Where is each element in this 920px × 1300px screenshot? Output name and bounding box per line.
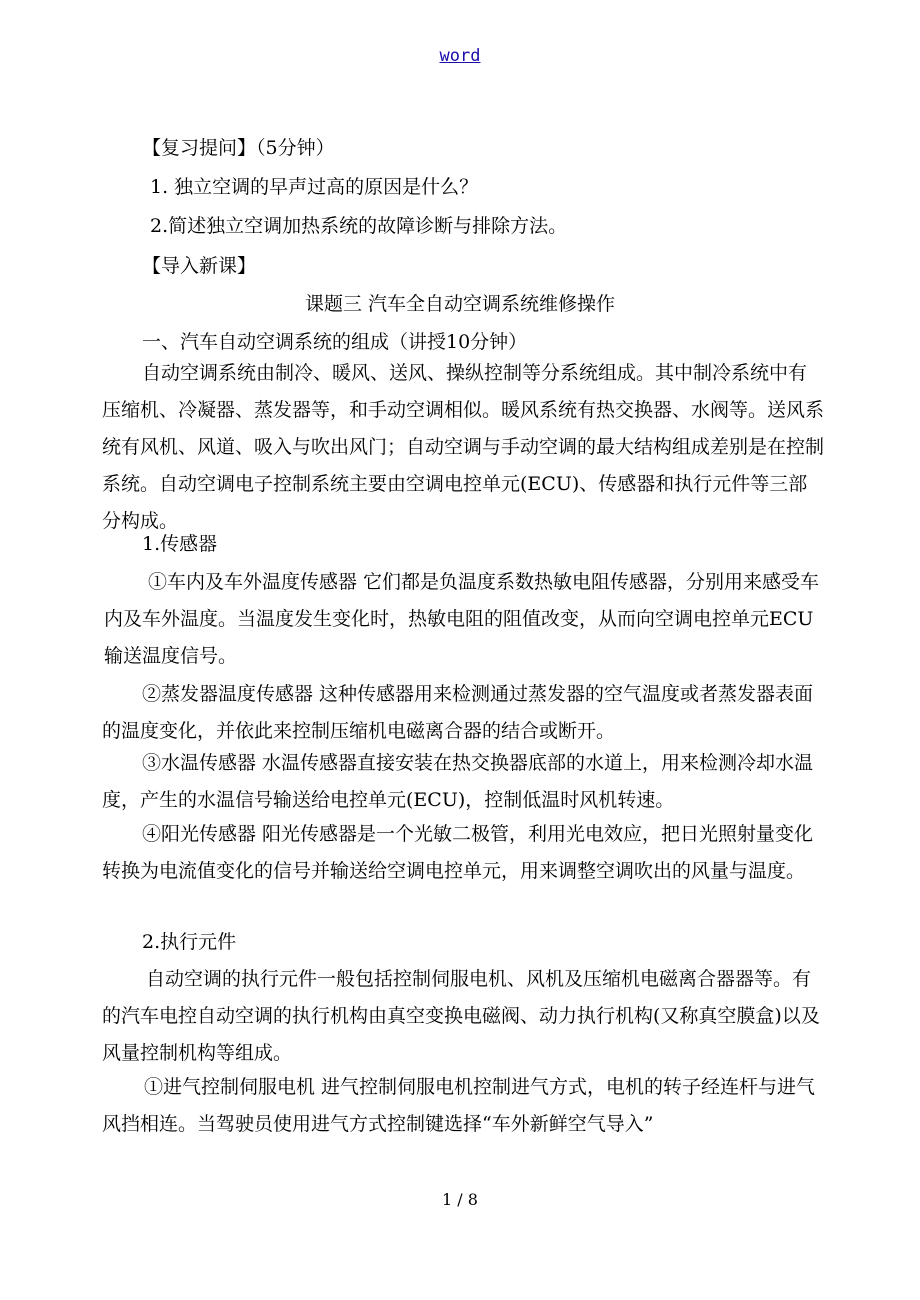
actuators-heading: 2.执行元件: [142, 931, 237, 953]
section1-heading: 一、汽车自动空调系统的组成（讲授10分钟）: [142, 331, 528, 353]
lesson-title: 课题三 汽车全自动空调系统维修操作: [304, 293, 616, 315]
sensor-item-3: ③水温传感器 水温传感器直接安装在热交换器底部的水道上，用来检测冷却水温度，产生的水温信号输送给电控单元(ECU)，控制低温时风机转速。: [102, 752, 814, 811]
page-header: [0, 46, 920, 66]
actuators-paragraph: 自动空调的执行元件一般包括控制伺服电机、风机及压缩机电磁离合器器等。有的汽车电控自动空调的执行机构由真空变换电磁阀、动力执行机构(又称真空膜盒)以及风量控制机构等组成。: [102, 968, 820, 1064]
review-question-2: 2.简述独立空调加热系统的故障诊断与排除方法。: [150, 215, 568, 237]
header-word-link[interactable]: word: [439, 46, 481, 66]
actuator-item-1: ①进气控制伺服电机 进气控制伺服电机控制进气方式，电机的转子经连杆与进气风挡相连。当驾驶员使用进气方式控制键选择“车外新鲜空气导入”: [102, 1076, 816, 1135]
sensor-item-1: ①车内及车外温度传感器 它们都是负温度系数热敏电阻传感器，分别用来感受车内及车外温度。当温度发生变化时，热敏电阻的阻值改变，从而向空调电控单元ECU输送温度信号。: [104, 571, 820, 667]
review-heading: 【复习提问】（5分钟）: [142, 137, 335, 159]
sensor-item-2: ②蒸发器温度传感器 这种传感器用来检测通过蒸发器的空气温度或者蒸发器表面的温度变化，并依此来控制压缩机电磁离合器的结合或断开。: [102, 683, 814, 742]
sensor-item-4: ④阳光传感器 阳光传感器是一个光敏二极管，利用光电效应，把日光照射量变化转换为电流值变化的信号并输送给空调电控单元，用来调整空调吹出的风量与温度。: [102, 823, 814, 882]
intro-heading: 【导入新课】: [142, 255, 257, 277]
sensors-heading: 1.传感器: [142, 533, 218, 555]
section1-paragraph: 自动空调系统由制冷、暖风、送风、操纵控制等分系统组成。其中制冷系统中有压缩机、冷凝器、蒸发器等，和手动空调相似。暖风系统有热交换器、水阀等。送风系统有风机、风道、吸入与吹出风门；自动空调与手动空调的最大结构组成差别是在控制系统。自动空调电子控制系统主要由空调电控单元(ECU)、传感器和执行元件等三部分构成。: [102, 362, 825, 532]
review-question-1: 1. 独立空调的早声过高的原因是什么？: [150, 176, 479, 198]
page-number: 1 / 8: [442, 1190, 478, 1209]
